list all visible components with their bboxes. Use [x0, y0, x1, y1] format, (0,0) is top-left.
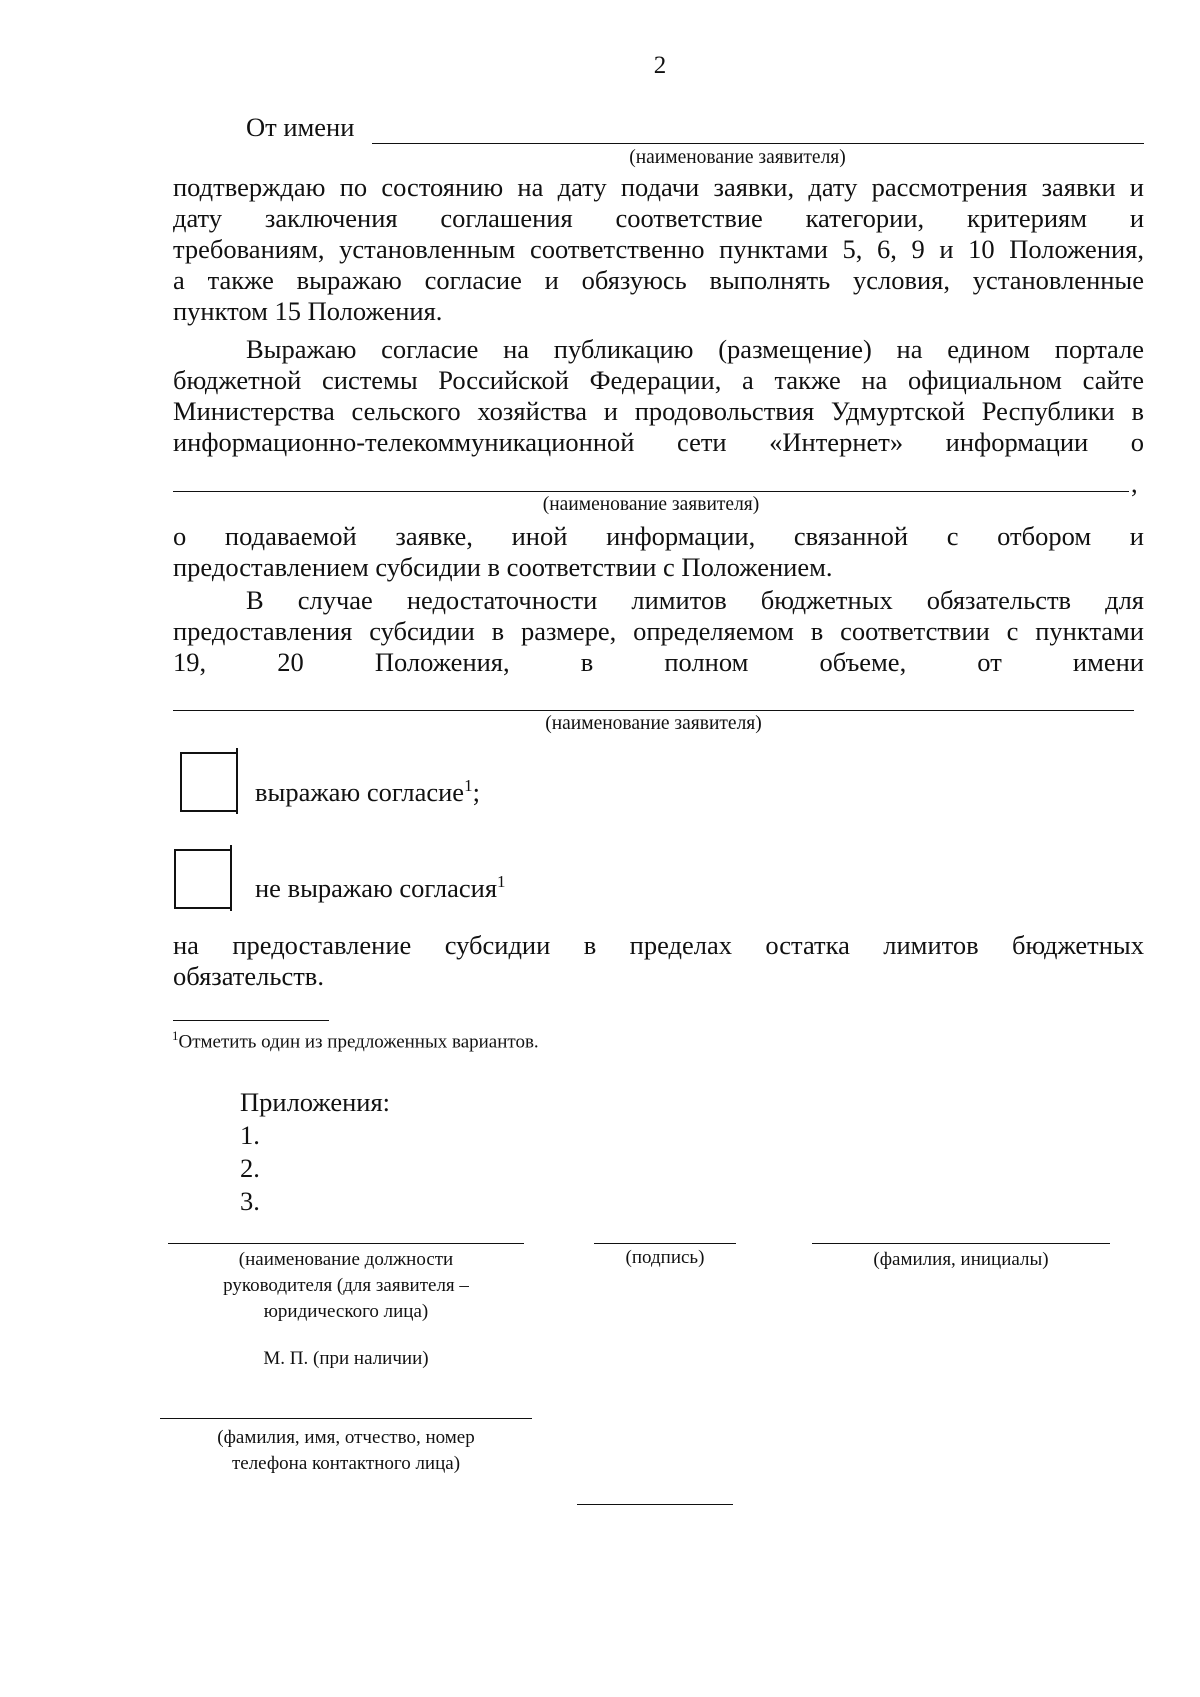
- attachments-title: Приложения:: [240, 1087, 391, 1117]
- applicant-caption-2: (наименование заявителя): [542, 494, 760, 515]
- option-sup: 1: [464, 776, 473, 795]
- checkbox-frame: [180, 752, 238, 812]
- caption-line: юридического лица): [263, 1301, 429, 1322]
- end-divider: [577, 1504, 733, 1505]
- caption-line: руководителя (для заявителя –: [223, 1275, 469, 1296]
- attachment-item: 3.: [240, 1186, 260, 1216]
- applicant-name-line-2[interactable]: [173, 491, 1129, 492]
- option-text: выражаю согласие: [255, 776, 465, 807]
- attachments: [240, 1086, 390, 1218]
- text-line: 19, 20 Положения, в полном объеме, от имени: [173, 647, 1144, 677]
- lead-text: От имени: [246, 112, 355, 142]
- text-line: информационно-телекоммуникационной сети «Интернет» информации о: [173, 427, 1144, 457]
- third-paragraph: [173, 585, 1144, 678]
- text-line: пунктом 15 Положения.: [173, 296, 443, 326]
- text-line: Выражаю согласие на публикацию (размещение) на едином портале: [246, 334, 1144, 364]
- footnote-divider: [173, 1020, 329, 1021]
- contact-line[interactable]: [160, 1418, 532, 1419]
- checkbox-edge: [230, 845, 232, 911]
- text-line: о подаваемой заявке, иной информации, связанной с отбором и: [173, 521, 1144, 551]
- text-line: предоставлением субсидии в соответствии с Положением.: [173, 552, 833, 582]
- text-line: бюджетной системы Российской Федерации, а также на официальном сайте: [173, 365, 1144, 395]
- applicant-name-line-3[interactable]: [173, 710, 1134, 711]
- text-line: В случае недостаточности лимитов бюджетных обязательств для: [246, 585, 1144, 615]
- name-caption: (фамилия, инициалы): [873, 1249, 1049, 1270]
- text-line: на предоставление субсидии в пределах остатка лимитов бюджетных: [173, 930, 1144, 960]
- text-line: а также выражаю согласие и обязуюсь выполнять условия, установленные: [173, 265, 1144, 295]
- option-sup: 1: [497, 872, 506, 891]
- caption-line: (наименование должности: [238, 1249, 454, 1270]
- text-line: Министерства сельского хозяйства и продовольствия Удмуртской Республики в: [173, 396, 1144, 426]
- comma: ,: [1131, 468, 1138, 498]
- second-paragraph-tail: [173, 521, 1144, 583]
- first-paragraph: [173, 172, 1144, 327]
- signature-line[interactable]: [594, 1243, 736, 1244]
- disagree-option-label: [255, 866, 506, 904]
- page-number: 2: [653, 52, 667, 79]
- position-caption: [168, 1247, 524, 1325]
- applicant-caption-1: (наименование заявителя): [629, 147, 846, 168]
- applicant-name-line-1[interactable]: [372, 143, 1144, 144]
- text-line: обязательств.: [173, 961, 324, 991]
- agree-checkbox[interactable]: [180, 748, 238, 808]
- attachment-item: 1.: [240, 1120, 260, 1150]
- applicant-caption-3: (наименование заявителя): [545, 713, 762, 734]
- signature-caption: (подпись): [625, 1247, 705, 1268]
- text-line: дату заключения соглашения соответствие категории, критериям и: [173, 203, 1144, 233]
- closing-paragraph: [173, 930, 1144, 992]
- caption-line: (фамилия, имя, отчество, номер: [217, 1427, 475, 1448]
- position-line[interactable]: [168, 1243, 524, 1244]
- checkbox-frame: [174, 849, 232, 909]
- option-tail: ;: [472, 776, 480, 807]
- attachment-item: 2.: [240, 1153, 260, 1183]
- footnote: [172, 1028, 539, 1053]
- second-paragraph: [173, 334, 1144, 458]
- contact-caption: [160, 1425, 532, 1477]
- text-line: требованиям, установленным соответственно пунктами 5, 6, 9 и 10 Положения,: [173, 234, 1144, 264]
- checkbox-edge: [236, 748, 238, 814]
- footnote-mark: 1: [172, 1028, 179, 1043]
- agree-option-label: [255, 770, 480, 808]
- stamp-place: М. П. (при наличии): [263, 1348, 429, 1369]
- footnote-text: Отметить один из предложенных вариантов.: [178, 1031, 539, 1053]
- caption-line: телефона контактного лица): [231, 1453, 461, 1474]
- name-line[interactable]: [812, 1243, 1110, 1244]
- disagree-checkbox[interactable]: [174, 845, 232, 905]
- option-text: не выражаю согласия: [255, 872, 498, 903]
- text-line: предоставления субсидии в размере, определяемом в соответствии с пунктами: [173, 616, 1144, 646]
- text-line: подтверждаю по состоянию на дату подачи заявки, дату рассмотрения заявки и: [173, 172, 1144, 202]
